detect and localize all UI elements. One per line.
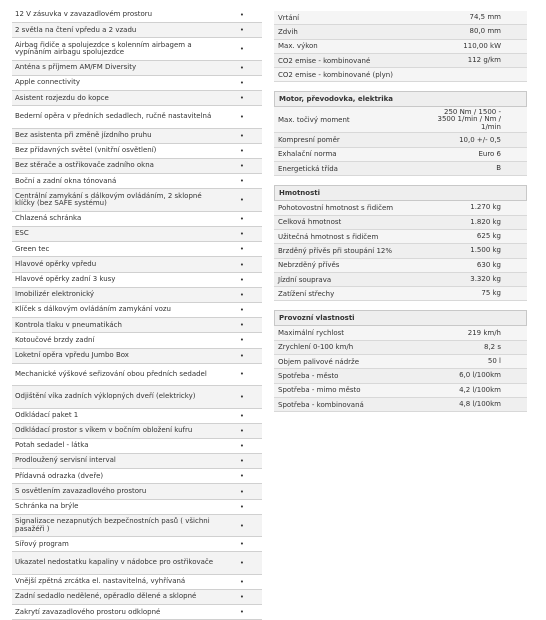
included-bullet: • (239, 306, 245, 315)
equipment-label: ESC (15, 229, 29, 238)
equipment-row (12, 575, 262, 590)
equipment-label: Centrální zamykání s dálkovým ovládáním, 2 sklopné klíčky (bez SAFE systému) (15, 191, 202, 208)
spec-value: Euro 6 (478, 149, 501, 158)
spec-row (274, 40, 527, 54)
spec-value: 630 kg (476, 260, 501, 269)
included-bullet: • (239, 608, 245, 617)
included-bullet: • (239, 147, 245, 155)
equipment-label: Potah sedadel - látka (15, 441, 89, 450)
spec-row (274, 201, 527, 215)
included-bullet: • (239, 559, 245, 568)
equipment-label: S osvětlením zavazadlového prostoru (15, 486, 147, 495)
equipment-row (12, 288, 262, 303)
included-bullet: • (239, 275, 245, 284)
spec-label: Maximální rychlost (278, 329, 345, 338)
equipment-label: Vnější zpětná zrcátka el. nastavitelná, vyhřívaná (15, 577, 186, 586)
spec-label: Pohotovostní hmotnost s řidičem (278, 204, 394, 213)
equipment-row (12, 605, 262, 620)
equipment-row (12, 76, 262, 91)
motor-spec-table (274, 107, 527, 176)
spec-label: Užitečná hmotnost s řidičem (278, 232, 379, 241)
spec-row (274, 398, 527, 412)
equipment-row (12, 106, 262, 128)
top-spec-table (274, 11, 527, 82)
operating-spec-table (274, 326, 527, 412)
equipment-row (12, 424, 262, 439)
included-bullet: • (239, 351, 245, 360)
spec-label: Zatížení střechy (278, 289, 335, 298)
equipment-row (12, 144, 262, 159)
equipment-row (12, 303, 262, 318)
spec-row (274, 355, 527, 369)
included-bullet: • (239, 113, 245, 122)
spec-value: 80,0 mm (469, 27, 501, 36)
spec-value: 1.270 kg (470, 203, 501, 212)
spec-label: Spotřeba - město (278, 371, 339, 380)
spec-row (274, 133, 527, 147)
weights-spec-table (274, 201, 527, 301)
equipment-row (12, 349, 262, 364)
spec-value: 1.820 kg (470, 217, 501, 226)
spec-row (274, 68, 527, 82)
equipment-row (12, 129, 262, 144)
spec-row (274, 326, 527, 340)
equipment-row (12, 61, 262, 76)
equipment-label: Airbag řidiče a spolujezdce s kolenním airbagem a vypínáním airbagu spolujezdce (15, 40, 192, 57)
equipment-row (12, 212, 262, 227)
included-bullet: • (239, 577, 245, 586)
included-bullet: • (239, 79, 245, 88)
included-bullet: • (239, 45, 245, 54)
spec-label: Celková hmotnost (278, 218, 342, 227)
equipment-row (12, 364, 262, 386)
equipment-list (12, 8, 262, 620)
included-bullet: • (239, 336, 245, 345)
spec-label: Zdvih (278, 27, 298, 36)
equipment-row (12, 552, 262, 574)
spec-label: Nebrzděný přívěs (278, 261, 340, 270)
included-bullet: • (239, 321, 245, 330)
included-bullet: • (239, 63, 245, 72)
equipment-row (12, 174, 262, 189)
spec-row (274, 244, 527, 258)
equipment-row (12, 537, 262, 552)
equipment-label: Asistent rozjezdu do kopce (15, 93, 109, 102)
spec-row (274, 216, 527, 230)
included-bullet: • (239, 457, 245, 466)
equipment-label: Loketní opěra vpředu Jumbo Box (15, 350, 129, 359)
spec-value: 8,2 s (483, 342, 501, 351)
equipment-row (12, 8, 262, 23)
equipment-label: Bez asistenta při změně jízdního pruhu (15, 131, 152, 140)
included-bullet: • (239, 214, 245, 223)
weights-section-title: Hmotnosti (274, 185, 527, 201)
spec-value: 250 Nm / 1500 - 3500 1/min / Nm / 1/min (437, 108, 501, 131)
spec-row (274, 341, 527, 355)
spec-value: 4,2 l/100km (459, 385, 501, 394)
included-bullet: • (239, 131, 245, 140)
equipment-label: Hlavové opěrky zadní 3 kusy (15, 275, 116, 283)
equipment-label: Zakrytí zavazadlového prostoru odklopné (15, 607, 161, 616)
equipment-row (12, 469, 262, 484)
equipment-label: Sířový program (15, 539, 69, 548)
spec-value: 50 l (487, 357, 501, 366)
equipment-label: Odkládací prostor s víkem v bočním obložení kufru (15, 426, 193, 435)
spec-value: 74,5 mm (469, 13, 501, 22)
included-bullet: • (239, 441, 245, 450)
equipment-label: 12 V zásuvka v zavazadlovém prostoru (15, 10, 153, 19)
equipment-label: Schránka na brýle (15, 502, 79, 511)
spec-row (274, 25, 527, 39)
spec-label: Zrychlení 0-100 km/h (278, 343, 354, 352)
included-bullet: • (239, 11, 245, 20)
spec-label: Exhalační norma (278, 150, 337, 159)
equipment-row (12, 484, 262, 499)
included-bullet: • (239, 411, 245, 420)
spec-row (274, 148, 527, 162)
spec-row (274, 273, 527, 287)
spec-value: 10,0 +/- 0,5 (459, 135, 501, 144)
spec-row (274, 259, 527, 273)
equipment-row (12, 439, 262, 454)
equipment-row (12, 515, 262, 537)
equipment-label: Kontrola tlaku v pneumatikách (15, 320, 122, 329)
included-bullet: • (239, 245, 245, 254)
included-bullet: • (239, 230, 245, 239)
equipment-label: Green tec (15, 244, 50, 253)
spec-label: Spotřeba - kombinovaná (278, 400, 364, 409)
included-bullet: • (239, 260, 245, 269)
operating-section-title: Provozní vlastnosti (274, 310, 527, 326)
spec-label: Max. točivý moment (278, 115, 350, 124)
equipment-label: Odjištění víka zadních výklopných dveří (elektricky) (15, 392, 196, 401)
spec-row (274, 162, 527, 176)
included-bullet: • (239, 196, 245, 205)
equipment-label: Boční a zadní okna tónovaná (15, 176, 117, 185)
spec-label: Energetická třída (278, 164, 338, 173)
spec-label: CO2 emise - kombinované (plyn) (278, 70, 393, 79)
included-bullet: • (239, 487, 245, 496)
equipment-label: Imobilizér elektronický (15, 290, 95, 299)
equipment-label: Apple connectivity (15, 78, 80, 87)
spec-label: Jízdní souprava (278, 275, 332, 284)
equipment-label: Bez stěrače a ostřikovače zadního okna (15, 161, 154, 170)
spec-label: Vrtání (278, 13, 300, 22)
spec-value: 3.320 kg (470, 274, 501, 283)
included-bullet: • (239, 290, 245, 299)
equipment-label: Mechanické výškové seřizování obou předních sedadel (15, 369, 207, 378)
equipment-row (12, 454, 262, 469)
spec-label: Brzděný přívěs při stoupání 12% (278, 246, 392, 255)
spec-row (274, 230, 527, 244)
spec-value: 110,00 kW (463, 41, 501, 50)
spec-value: 6,0 l/100km (459, 371, 501, 380)
spec-label: Kompresní poměr (278, 136, 340, 145)
spec-value: B (496, 164, 501, 173)
equipment-label: Zadní sedadlo nedělené, opěradlo dělené a sklopné (15, 592, 197, 601)
included-bullet: • (239, 426, 245, 435)
spec-row (274, 107, 527, 133)
included-bullet: • (239, 26, 245, 35)
included-bullet: • (239, 94, 245, 103)
equipment-label: Hlavové opěrky vpředu (15, 259, 97, 268)
equipment-row (12, 227, 262, 242)
spec-tables (274, 11, 527, 412)
spec-row (274, 54, 527, 68)
equipment-row (12, 409, 262, 424)
spec-row (274, 369, 527, 383)
equipment-label: Bederní opěra v předních sedadlech, ručně nastavitelná (15, 112, 212, 121)
spec-value: 1.500 kg (470, 246, 501, 255)
equipment-row (12, 38, 262, 60)
equipment-row (12, 257, 262, 272)
included-bullet: • (239, 540, 245, 549)
equipment-label: Přídavná odrazka (dveře) (15, 471, 104, 480)
included-bullet: • (239, 370, 245, 379)
equipment-row (12, 318, 262, 333)
included-bullet: • (239, 502, 245, 511)
included-bullet: • (239, 162, 245, 171)
spec-value: 112 g/km (467, 55, 501, 64)
equipment-label: Chlazená schránka (15, 214, 82, 223)
equipment-row (12, 242, 262, 257)
equipment-row (12, 500, 262, 515)
spec-label: Spotřeba - mimo město (278, 386, 361, 395)
equipment-row (12, 590, 262, 605)
included-bullet: • (239, 521, 245, 530)
spec-value: 4,8 l/100km (459, 399, 501, 408)
equipment-label: Bez přídavných světel (vnitřní osvětlení) (15, 146, 157, 155)
equipment-label: Signalizace nezapnutých bezpečnostních pasů ( všichni pasažéři ) (15, 517, 210, 533)
equipment-row (12, 159, 262, 174)
equipment-row (12, 386, 262, 408)
spec-label: Objem palivové nádrže (278, 357, 359, 366)
spec-value: 625 kg (476, 232, 501, 241)
spec-row (274, 287, 527, 301)
equipment-label: Klíček s dálkovým ovládáním zamykání vozu (15, 305, 171, 314)
equipment-row (12, 91, 262, 106)
equipment-label: 2 světla na čtení vpředu a 2 vzadu (15, 25, 137, 34)
included-bullet: • (239, 392, 245, 401)
spec-value: 219 km/h (467, 328, 501, 337)
equipment-row (12, 333, 262, 348)
included-bullet: • (239, 177, 245, 186)
equipment-row (12, 23, 262, 38)
spec-label: Max. výkon (278, 42, 318, 51)
spec-value: 75 kg (481, 289, 501, 298)
equipment-label: Anténa s příjmem AM/FM Diversity (15, 63, 137, 72)
equipment-row (12, 273, 262, 288)
equipment-label: Ukazatel nedostatku kapaliny v nádobce pro ostřikovače (15, 558, 214, 567)
motor-section-title: Motor, převodovka, elektrika (274, 91, 527, 107)
spec-row (274, 384, 527, 398)
spec-row (274, 11, 527, 25)
included-bullet: • (239, 593, 245, 602)
included-bullet: • (239, 472, 245, 481)
equipment-label: Odkládací paket 1 (15, 410, 79, 419)
spec-label: CO2 emise - kombinované (278, 56, 371, 65)
equipment-label: Prodloužený servisní interval (15, 456, 116, 465)
equipment-label: Kotoučové brzdy zadní (15, 335, 95, 344)
equipment-row (12, 189, 262, 211)
